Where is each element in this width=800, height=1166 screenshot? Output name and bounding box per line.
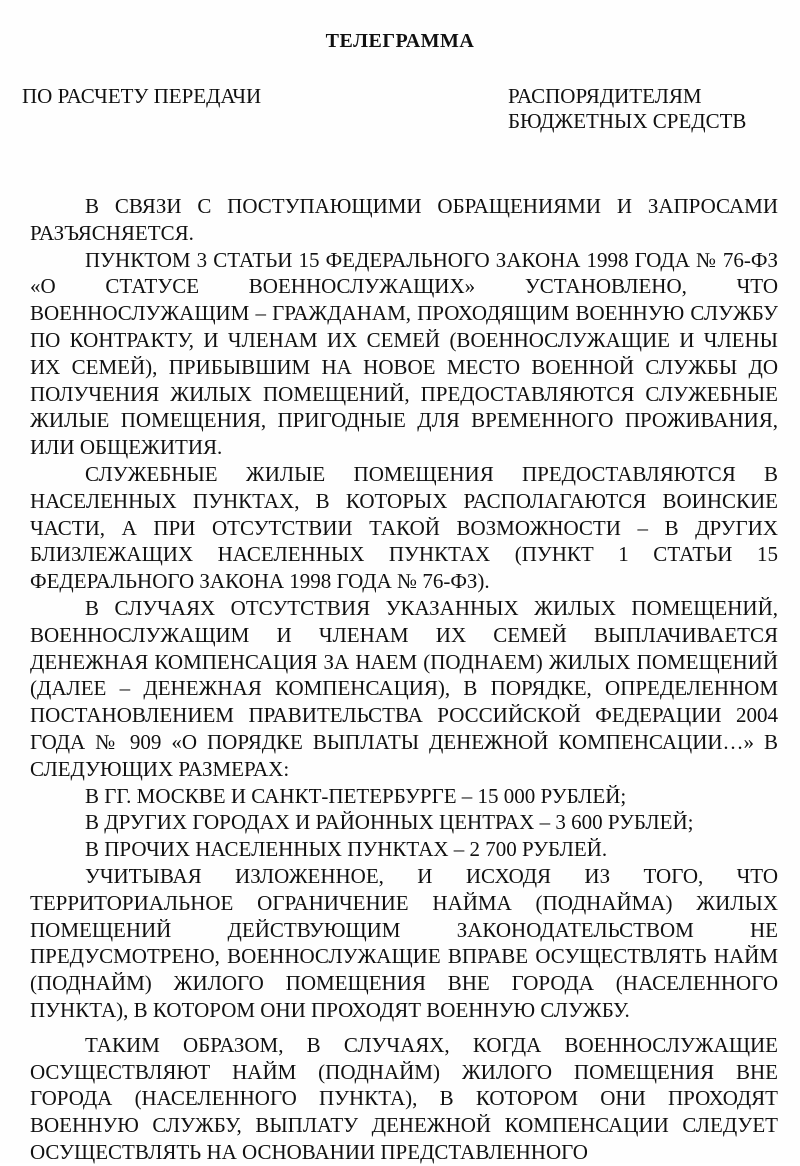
header-right (508, 84, 746, 134)
document-title: ТЕЛЕГРАММА (325, 30, 475, 52)
paragraph: ТАКИМ ОБРАЗОМ, В СЛУЧАЯХ, КОГДА ВОЕННОСЛУЖАЩИЕ ОСУЩЕСТВЛЯЮТ НАЙМ (ПОДНАЙМ) ЖИЛОГО ПОМЕЩЕНИЯ ВНЕ ГОРОДА (НАСЕЛЕННОГО ПУНКТА), В КОТОРОМ ОНИ ПРОХОДЯТ ВОЕННУЮ СЛУЖБУ, ВЫПЛАТУ ДЕНЕЖНОЙ КОМПЕНСАЦИИ СЛЕДУЕТ ОСУЩЕСТВЛЯТЬ НА ОСНОВАНИИ ПРЕДСТАВЛЕННОГО (30, 1032, 778, 1164)
paragraph: В СВЯЗИ С ПОСТУПАЮЩИМИ ОБРАЩЕНИЯМИ И ЗАПРОСАМИ РАЗЪЯСНЯЕТСЯ. (30, 194, 778, 245)
header-left: ПО РАСЧЕТУ ПЕРЕДАЧИ (22, 84, 262, 108)
document-body (30, 193, 778, 1166)
paragraph: ПУНКТОМ 3 СТАТЬИ 15 ФЕДЕРАЛЬНОГО ЗАКОНА 1998 ГОДА № 76-ФЗ «О СТАТУСЕ ВОЕННОСЛУЖАЩИХ» УСТАНОВЛЕНО, ЧТО ВОЕННОСЛУЖАЩИМ – ГРАЖДАНАМ, ПРОХОДЯЩИМ ВОЕННУЮ СЛУЖБУ ПО КОНТРАКТУ, И ЧЛЕНАМ ИХ СЕМЕЙ (ВОЕННОСЛУЖАЩИЕ И ЧЛЕНЫ ИХ СЕМЕЙ), ПРИБЫВШИМ НА НОВОЕ МЕСТО ВОЕННОЙ СЛУЖБЫ ДО ПОЛУЧЕНИЯ ЖИЛЫХ ПОМЕЩЕНИЙ, ПРЕДОСТАВЛЯЮТСЯ СЛУЖЕБНЫЕ ЖИЛЫЕ ПОМЕЩЕНИЯ, ПРИГОДНЫЕ ДЛЯ ВРЕМЕННОГО ПРОЖИВАНИЯ, ИЛИ ОБЩЕЖИТИЯ. (30, 247, 778, 460)
paragraph: СЛУЖЕБНЫЕ ЖИЛЫЕ ПОМЕЩЕНИЯ ПРЕДОСТАВЛЯЮТСЯ В НАСЕЛЕННЫХ ПУНКТАХ, В КОТОРЫХ РАСПОЛАГАЮТСЯ ВОИНСКИЕ ЧАСТИ, А ПРИ ОТСУТСТВИИ ТАКОЙ ВОЗМОЖНОСТИ – В ДРУГИХ БЛИЗЛЕЖАЩИХ НАСЕЛЕННЫХ ПУНКТАХ (ПУНКТ 1 СТАТЬИ 15 ФЕДЕРАЛЬНОГО ЗАКОНА 1998 ГОДА № 76-ФЗ). (30, 461, 778, 594)
header-right-line: РАСПОРЯДИТЕЛЯМ (508, 84, 702, 108)
amount-item: В ГГ. МОСКВЕ И САНКТ-ПЕТЕРБУРГЕ – 15 000 РУБЛЕЙ; (85, 783, 627, 808)
header-right-line: БЮДЖЕТНЫХ СРЕДСТВ (508, 109, 747, 133)
amount-item: В ПРОЧИХ НАСЕЛЕННЫХ ПУНКТАХ – 2 700 РУБЛЕЙ. (85, 837, 608, 862)
paragraph: В СЛУЧАЯХ ОТСУТСТВИЯ УКАЗАННЫХ ЖИЛЫХ ПОМЕЩЕНИЙ, ВОЕННОСЛУЖАЩИМ И ЧЛЕНАМ ИХ СЕМЕЙ ВЫПЛАЧИВАЕТСЯ ДЕНЕЖНАЯ КОМПЕНСАЦИЯ ЗА НАЕМ (ПОДНАЕМ) ЖИЛЫХ ПОМЕЩЕНИЙ (ДАЛЕЕ – ДЕНЕЖНАЯ КОМПЕНСАЦИЯ), В ПОРЯДКЕ, ОПРЕДЕЛЕННОМ ПОСТАНОВЛЕНИЕМ ПРАВИТЕЛЬСТВА РОССИЙСКОЙ ФЕДЕРАЦИИ 2004 ГОДА № 909 «О ПОРЯДКЕ ВЫПЛАТЫ ДЕНЕЖНОЙ КОМПЕНСАЦИИ…» В СЛЕДУЮЩИХ РАЗМЕРАХ: (30, 595, 778, 781)
amount-item: В ДРУГИХ ГОРОДАХ И РАЙОННЫХ ЦЕНТРАХ – 3 600 РУБЛЕЙ; (85, 810, 694, 835)
paragraph: УЧИТЫВАЯ ИЗЛОЖЕННОЕ, И ИСХОДЯ ИЗ ТОГО, ЧТО ТЕРРИТОРИАЛЬНОЕ ОГРАНИЧЕНИЕ НАЙМА (ПОДНАЙМА) ЖИЛЫХ ПОМЕЩЕНИЙ ДЕЙСТВУЮЩИМ ЗАКОНОДАТЕЛЬСТВОМ НЕ ПРЕДУСМОТРЕНО, ВОЕННОСЛУЖАЩИЕ ВПРАВЕ ОСУЩЕСТВЛЯТЬ НАЙМ (ПОДНАЙМ) ЖИЛОГО ПОМЕЩЕНИЯ ВНЕ ГОРОДА (НАСЕЛЕННОГО ПУНКТА), В КОТОРОМ ОНИ ПРОХОДЯТ ВОЕННУЮ СЛУЖБУ. (30, 863, 778, 1022)
